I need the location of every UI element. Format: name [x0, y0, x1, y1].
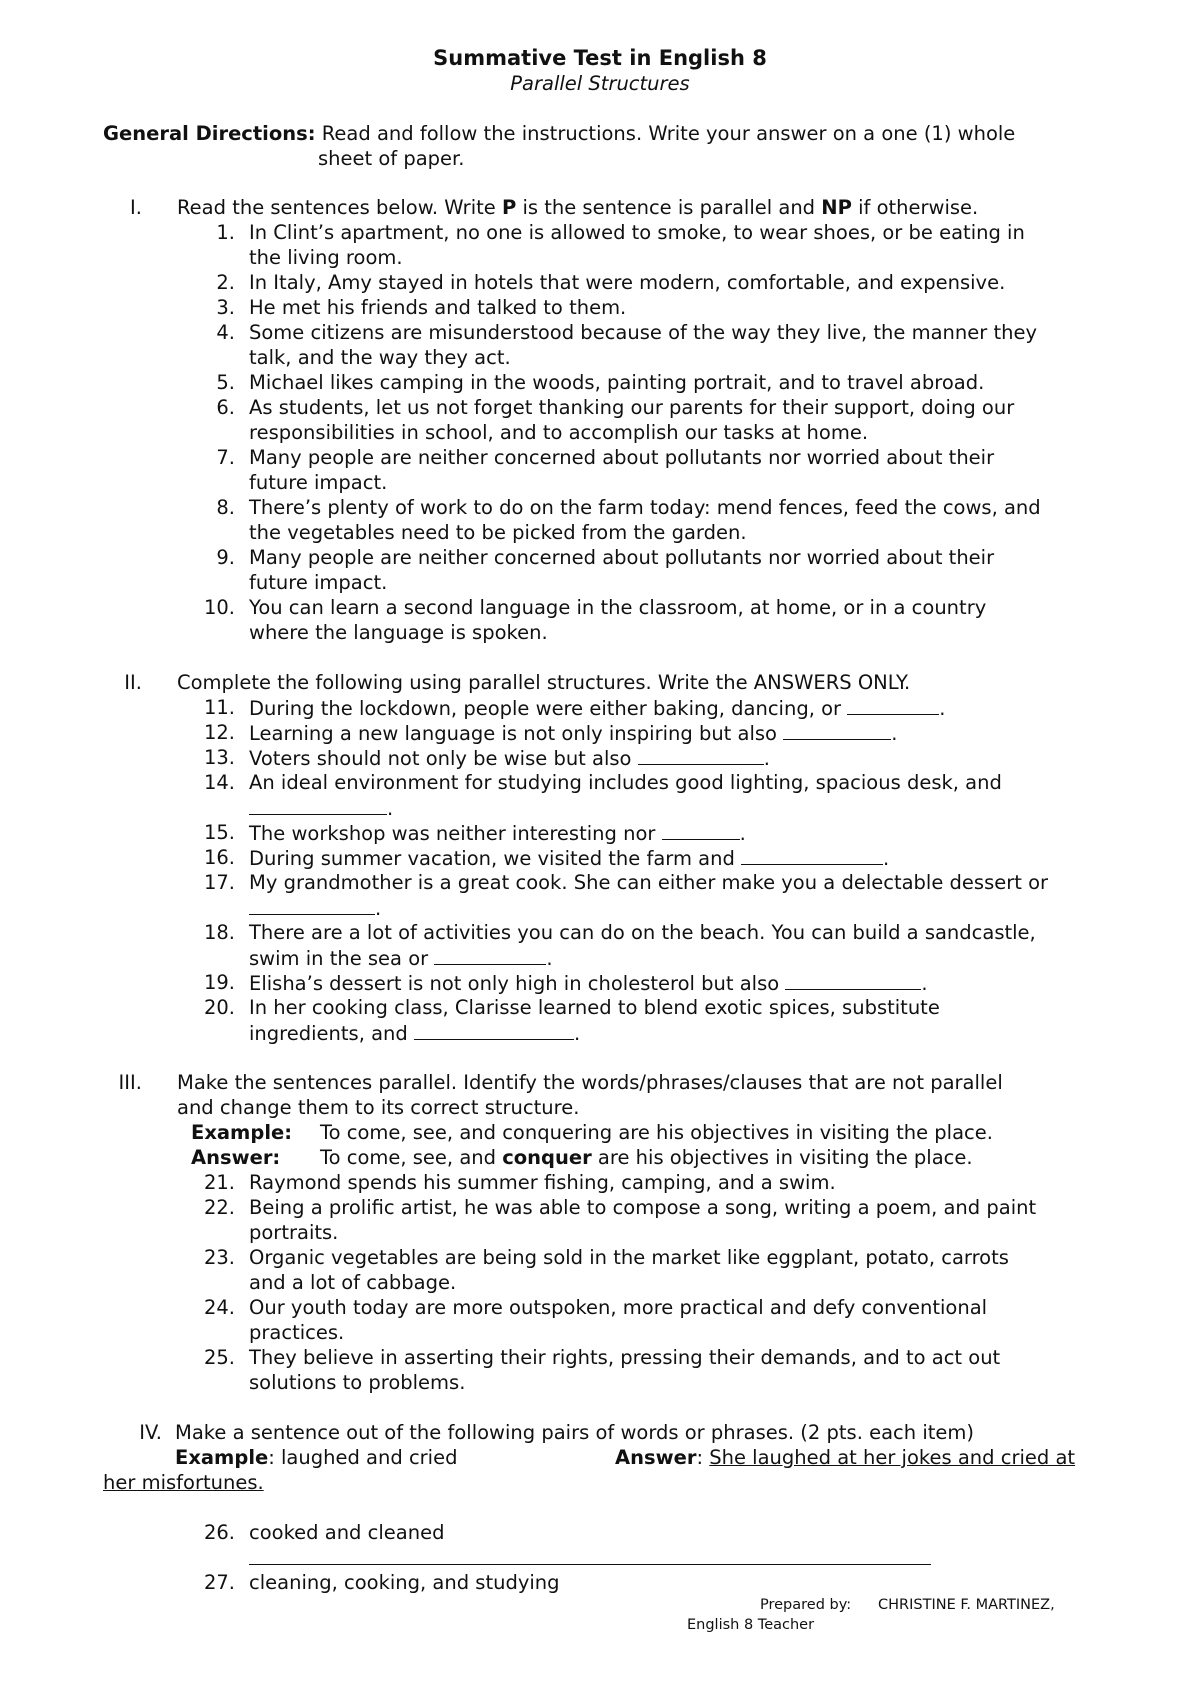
- item-text: ingredients, and: [249, 1022, 414, 1045]
- item-number: 15.: [203, 821, 235, 844]
- item-number: 7.: [216, 446, 235, 469]
- page-subtitle: Parallel Structures: [510, 72, 690, 95]
- instruction-bold: P: [501, 196, 517, 219]
- answer-blank: [783, 721, 891, 740]
- item-text: Elisha’s dessert is not only high in cholesterol but also: [249, 972, 786, 995]
- item-number: 19.: [203, 971, 235, 994]
- item-number: 2.: [216, 271, 235, 294]
- prepared-by-label: Prepared by:: [760, 1597, 852, 1613]
- list-item: future impact.: [249, 471, 388, 494]
- list-item: They believe in asserting their rights, pressing their demands, and to act out: [249, 1346, 1001, 1369]
- part4-answer-continued: her misfortunes.: [103, 1471, 264, 1494]
- item-number: 6.: [216, 396, 235, 419]
- instruction-text: Read the sentences below. Write: [177, 196, 502, 219]
- list-item: [249, 971, 928, 997]
- list-item: Being a prolific artist, he was able to compose a song, writing a poem, and paint: [249, 1196, 1037, 1219]
- list-item: where the language is spoken.: [249, 621, 548, 644]
- list-item: [249, 721, 897, 747]
- list-item: In her cooking class, Clarisse learned to blend exotic spices, substitute: [249, 996, 940, 1019]
- item-punct: .: [375, 897, 382, 920]
- item-number: 5.: [216, 371, 235, 394]
- list-item-continued: [249, 896, 381, 922]
- answer-part: To come, see, and: [320, 1146, 503, 1169]
- list-item: the living room.: [249, 246, 403, 269]
- part-numeral: IV.: [139, 1421, 162, 1444]
- answer-text: She laughed at her jokes and cried at: [709, 1446, 1076, 1469]
- list-item-continued: [249, 796, 393, 822]
- list-item: There’s plenty of work to do on the farm today: mend fences, feed the cows, and: [249, 496, 1041, 519]
- part4-example: [175, 1446, 457, 1471]
- answer-blank: [847, 696, 939, 715]
- item-punct: .: [763, 747, 770, 770]
- item-number: 27.: [203, 1571, 235, 1594]
- part3-instruction: Make the sentences parallel. Identify the words/phrases/clauses that are not parallel: [177, 1071, 1003, 1094]
- answer-label: Answer: [615, 1446, 697, 1469]
- list-item-continued: [249, 946, 553, 972]
- general-directions-label: General Directions:: [103, 122, 316, 145]
- item-number: 14.: [203, 771, 235, 794]
- item-number: 13.: [203, 746, 235, 769]
- part3-instruction-continued: and change them to its correct structure.: [177, 1096, 580, 1119]
- item-punct: .: [891, 722, 898, 745]
- list-item: There are a lot of activities you can do on the beach. You can build a sandcastle,: [249, 921, 1036, 944]
- item-number: 21.: [203, 1171, 235, 1194]
- item-text: During summer vacation, we visited the farm and: [249, 847, 742, 870]
- answer-line: [249, 1564, 931, 1565]
- teacher-name: CHRISTINE F. MARTINEZ,: [878, 1597, 1055, 1613]
- list-item: talk, and the way they act.: [249, 346, 511, 369]
- answer-part: are his objectives in visiting the place.: [591, 1146, 973, 1169]
- answer-blank: [434, 946, 546, 965]
- page-title: Summative Test in English 8: [433, 46, 767, 70]
- instruction-text: if otherwise.: [851, 196, 979, 219]
- item-number: 18.: [203, 921, 235, 944]
- list-item: In Clint’s apartment, no one is allowed to smoke, to wear shoes, or be eating in: [249, 221, 1025, 244]
- instruction-text: is the sentence is parallel and: [516, 196, 822, 219]
- example-text: : laughed and cried: [268, 1446, 458, 1469]
- list-item: You can learn a second language in the classroom, at home, or in a country: [249, 596, 987, 619]
- item-text: Voters should not only be wise but also: [249, 747, 638, 770]
- item-number: 17.: [203, 871, 235, 894]
- list-item-continued: [249, 1021, 580, 1047]
- list-item: [249, 696, 945, 722]
- list-item: future impact.: [249, 571, 388, 594]
- list-item: Organic vegetables are being sold in the market like eggplant, potato, carrots: [249, 1246, 1009, 1269]
- item-punct: .: [387, 797, 394, 820]
- list-item: portraits.: [249, 1221, 339, 1244]
- list-item: cooked and cleaned: [249, 1521, 445, 1544]
- example-text: To come, see, and conquering are his objectives in visiting the place.: [320, 1121, 993, 1144]
- list-item: In Italy, Amy stayed in hotels that were modern, comfortable, and expensive.: [249, 271, 1006, 294]
- list-item: Some citizens are misunderstood because of the way they live, the manner they: [249, 321, 1038, 344]
- item-punct: .: [573, 1022, 581, 1045]
- item-text: Learning a new language is not only inspiring but also: [249, 722, 784, 745]
- item-number: 23.: [203, 1246, 235, 1269]
- item-number: 20.: [203, 996, 235, 1019]
- item-punct: .: [739, 822, 746, 845]
- item-text: The workshop was neither interesting nor: [249, 822, 662, 845]
- part-numeral: II.: [124, 671, 142, 694]
- answer-bold: conquer: [502, 1146, 592, 1169]
- list-item: Michael likes camping in the woods, painting portrait, and to travel abroad.: [249, 371, 985, 394]
- item-number: 22.: [203, 1196, 235, 1219]
- item-punct: .: [883, 847, 890, 870]
- part-numeral: III.: [118, 1071, 142, 1094]
- item-number: 12.: [203, 721, 235, 744]
- list-item: Many people are neither concerned about pollutants nor worried about their: [249, 546, 995, 569]
- list-item: practices.: [249, 1321, 345, 1344]
- item-text: swim in the sea or: [249, 947, 435, 970]
- list-item: He met his friends and talked to them.: [249, 296, 627, 319]
- list-item: As students, let us not forget thanking our parents for their support, doing our: [249, 396, 1015, 419]
- list-item: and a lot of cabbage.: [249, 1271, 457, 1294]
- item-number: 1.: [216, 221, 235, 244]
- list-item: [249, 821, 746, 847]
- item-number: 9.: [216, 546, 235, 569]
- list-item: cleaning, cooking, and studying: [249, 1571, 560, 1594]
- item-number: 4.: [216, 321, 235, 344]
- part-numeral: I.: [130, 196, 142, 219]
- example-label: Example:: [191, 1121, 293, 1144]
- list-item: Raymond spends his summer fishing, camping, and a swim.: [249, 1171, 836, 1194]
- part4-instruction: Make a sentence out of the following pairs of words or phrases. (2 pts. each item): [175, 1421, 974, 1444]
- part2-instruction: Complete the following using parallel structures. Write the ANSWERS ONLY.: [177, 671, 911, 694]
- item-number: 25.: [203, 1346, 235, 1369]
- general-directions: [103, 122, 1015, 147]
- answer-blank: [662, 821, 740, 840]
- item-punct: .: [921, 972, 928, 995]
- list-item: An ideal environment for studying includes good lighting, spacious desk, and: [249, 771, 1002, 794]
- answer-blank: [414, 1021, 574, 1040]
- item-number: 3.: [216, 296, 235, 319]
- list-item: Many people are neither concerned about pollutants nor worried about their: [249, 446, 995, 469]
- answer-blank: [249, 796, 387, 815]
- list-item: responsibilities in school, and to accomplish our tasks at home.: [249, 421, 869, 444]
- list-item: [249, 846, 889, 872]
- item-number: 11.: [203, 696, 235, 719]
- general-directions-continued: sheet of paper.: [318, 147, 465, 170]
- example-label: Example: [175, 1446, 269, 1469]
- part4-answer: [615, 1446, 1075, 1471]
- teacher-role: English 8 Teacher: [687, 1617, 815, 1633]
- item-number: 10.: [203, 596, 235, 619]
- answer-text: [320, 1146, 973, 1171]
- item-number: 26.: [203, 1521, 235, 1544]
- answer-blank: [638, 746, 764, 765]
- item-punct: .: [546, 947, 553, 970]
- answer-blank: [741, 846, 883, 865]
- answer-label: Answer:: [191, 1146, 281, 1169]
- item-number: 24.: [203, 1296, 235, 1319]
- answer-blank: [785, 971, 921, 990]
- item-punct: .: [939, 697, 946, 720]
- part1-instruction: [177, 196, 978, 221]
- list-item: My grandmother is a great cook. She can either make you a delectable dessert or: [249, 871, 1049, 894]
- item-number: 8.: [216, 496, 235, 519]
- list-item: the vegetables need to be picked from the garden.: [249, 521, 747, 544]
- item-text: During the lockdown, people were either baking, dancing, or: [249, 697, 848, 720]
- list-item: [249, 746, 770, 772]
- item-number: 16.: [203, 846, 235, 869]
- instruction-bold: NP: [821, 196, 852, 219]
- general-directions-text: Read and follow the instructions. Write your answer on a one (1) whole: [315, 122, 1016, 145]
- list-item: Our youth today are more outspoken, more practical and defy conventional: [249, 1296, 988, 1319]
- answer-colon: :: [696, 1446, 710, 1469]
- answer-blank: [249, 896, 375, 915]
- list-item: solutions to problems.: [249, 1371, 466, 1394]
